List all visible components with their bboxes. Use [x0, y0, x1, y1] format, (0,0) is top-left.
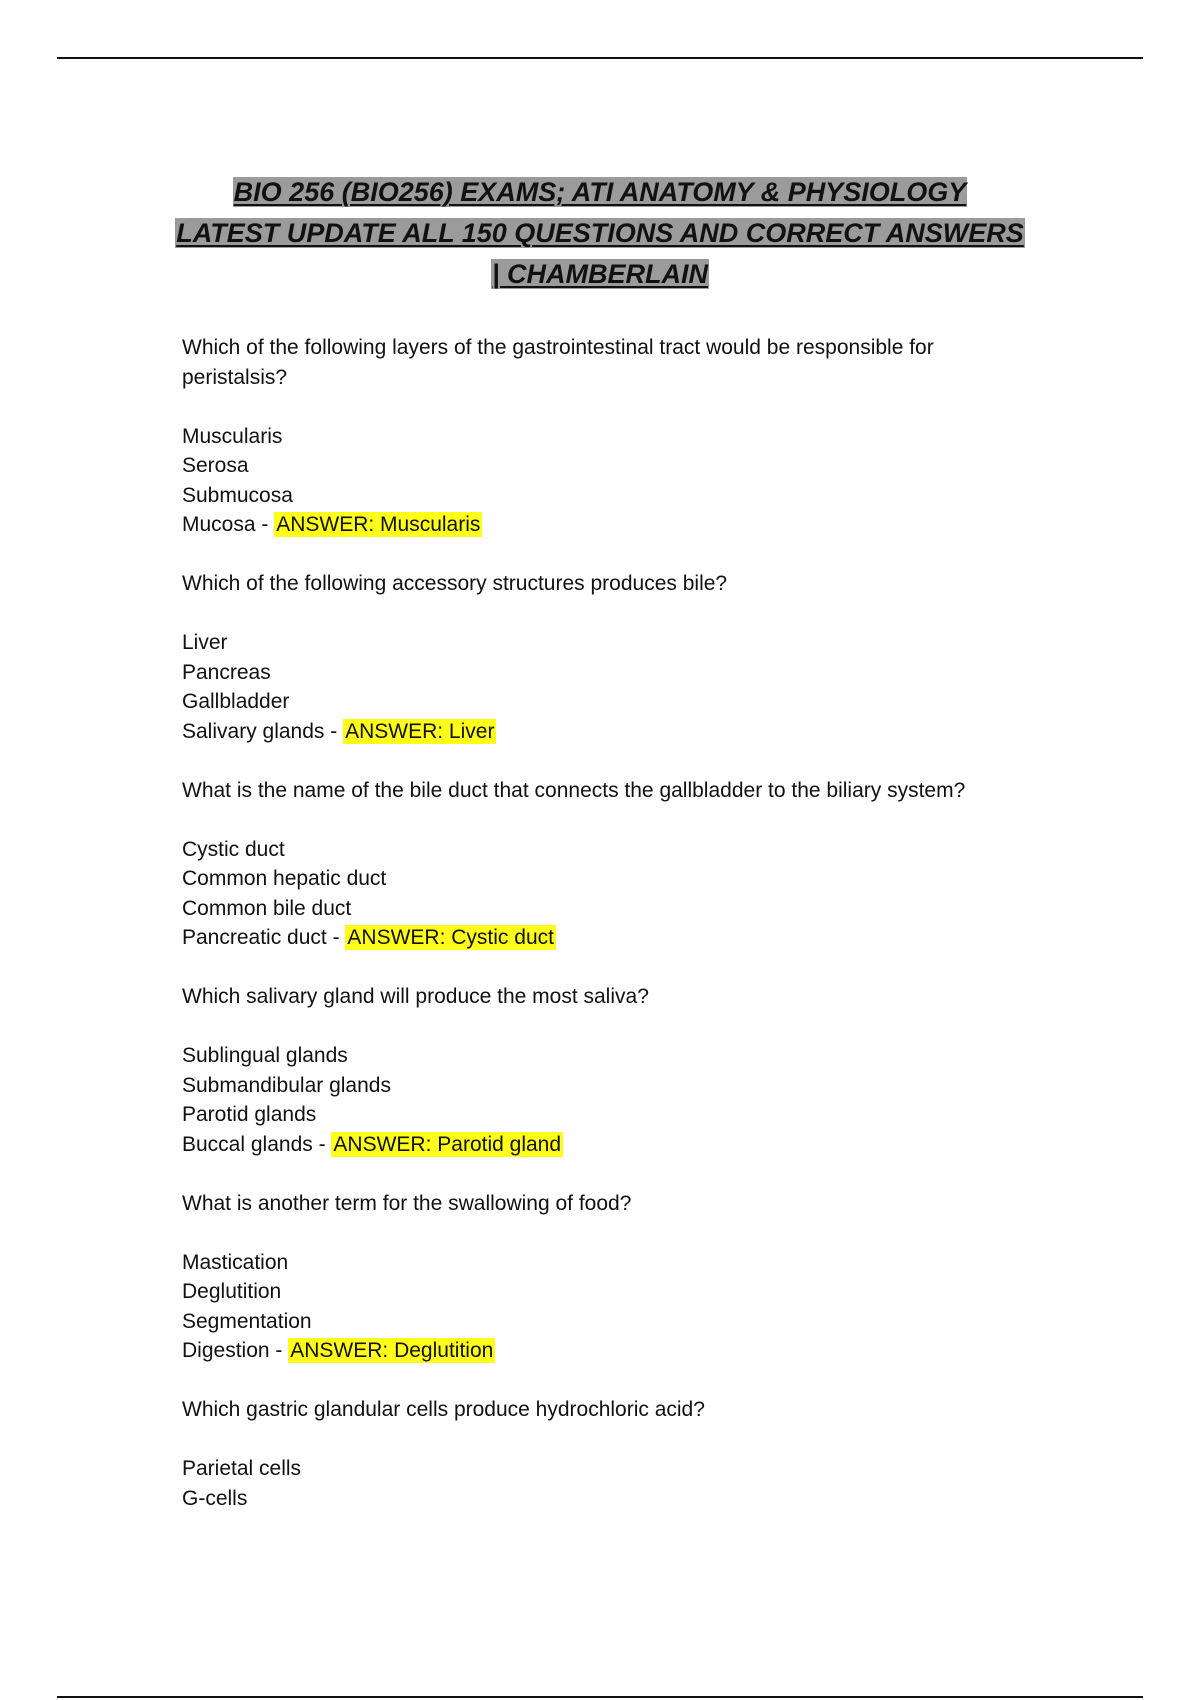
option-with-answer: [182, 717, 1042, 747]
option: Gallbladder: [182, 690, 290, 713]
option: Liver: [182, 631, 228, 654]
title-line: | CHAMBERLAIN: [491, 259, 709, 289]
option: Cystic duct: [182, 837, 285, 861]
question-block: [182, 1189, 1042, 1366]
option: Pancreas: [182, 660, 271, 684]
option: Mastication: [182, 1250, 289, 1274]
footer-rule: [57, 1696, 1143, 1698]
option-with-answer: [182, 923, 1042, 953]
option: Submucosa: [182, 483, 293, 507]
option: Digestion: [182, 1339, 270, 1362]
answer-separator: -: [255, 513, 275, 536]
option-with-answer: [182, 1130, 1042, 1160]
answer-highlight: ANSWER: Liver: [345, 719, 495, 743]
question-text: Which of the following layers of the gastrointestinal tract would be responsible for peristalsis?: [182, 336, 934, 389]
option: Serosa: [182, 454, 249, 477]
question-block: [182, 569, 1042, 746]
question-text: What is the name of the bile duct that connects the gallbladder to the biliary system?: [182, 778, 966, 802]
question-text: Which gastric glandular cells produce hydrochloric acid?: [182, 1398, 705, 1421]
answer-separator: -: [324, 719, 344, 743]
title-line: BIO 256 (BIO256) EXAMS; ATI ANATOMY & PHYSIOLOGY: [233, 177, 967, 207]
answer-highlight: ANSWER: Cystic duct: [347, 926, 554, 949]
option: Mucosa: [182, 513, 256, 536]
question-block: [182, 1395, 1042, 1513]
option: Pancreatic duct: [182, 926, 327, 949]
answer-separator: -: [312, 1132, 332, 1156]
option: Muscularis: [182, 424, 283, 448]
title-line: LATEST UPDATE ALL 150 QUESTIONS AND CORRECT ANSWERS: [176, 218, 1024, 248]
option-with-answer: [182, 1336, 1042, 1366]
option: Salivary glands: [182, 719, 325, 743]
question-block: [182, 982, 1042, 1159]
option: Sublingual glands: [182, 1044, 348, 1067]
answer-highlight: ANSWER: Muscularis: [276, 513, 481, 536]
option: Deglutition: [182, 1280, 282, 1303]
option: Parotid glands: [182, 1103, 317, 1126]
question-text: What is another term for the swallowing of food?: [182, 1191, 632, 1215]
option: G-cells: [182, 1486, 248, 1510]
option-with-answer: [182, 510, 1042, 540]
answer-highlight: ANSWER: Deglutition: [290, 1339, 494, 1362]
option: Parietal cells: [182, 1457, 302, 1480]
question-list: [182, 333, 1042, 1543]
question-block: [182, 776, 1042, 953]
question-text: Which salivary gland will produce the most saliva?: [182, 985, 649, 1008]
answer-separator: -: [269, 1339, 289, 1362]
option: Buccal glands: [182, 1132, 313, 1156]
header-rule: [57, 57, 1143, 59]
option: Common bile duct: [182, 896, 352, 920]
option: Segmentation: [182, 1309, 312, 1333]
option: Common hepatic duct: [182, 867, 387, 890]
option: Submandibular glands: [182, 1073, 391, 1097]
question-block: [182, 333, 1042, 540]
question-text: Which of the following accessory structures produces bile?: [182, 572, 728, 595]
answer-separator: -: [326, 926, 346, 949]
answer-highlight: ANSWER: Parotid gland: [333, 1132, 562, 1156]
document-title: [150, 172, 1050, 295]
